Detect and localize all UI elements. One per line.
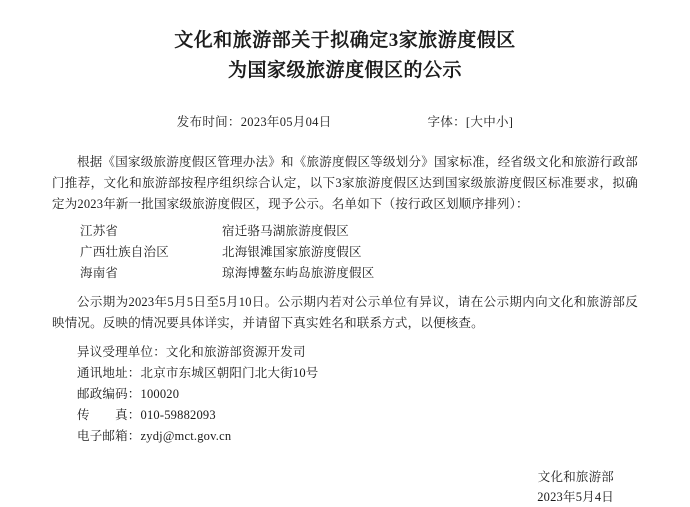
contact-email: 电子邮箱：zydj@mct.gov.cn — [77, 429, 232, 443]
list-item — [52, 221, 638, 242]
resort-name: 北海银滩国家旅游度假区 — [222, 245, 362, 259]
font-size-control[interactable]: 字体：[大中小] — [427, 115, 514, 129]
contact-fax: 传 真：010-59882093 — [77, 408, 216, 422]
signature-date: 2023年5月4日 — [537, 490, 614, 504]
province-name: 江苏省 — [80, 224, 119, 238]
publish-time: 发布时间：2023年05月04日 — [176, 115, 332, 129]
resort-list — [52, 221, 638, 284]
contact-address: 通讯地址：北京市东城区朝阳门北大街10号 — [77, 366, 319, 380]
resort-name: 琼海博鳌东屿岛旅游度假区 — [222, 266, 375, 280]
page-title — [52, 26, 638, 86]
paragraph-intro: 根据《国家级旅游度假区管理办法》和《旅游度假区等级划分》国家标准，经省级文化和旅游行政部门推荐，文化和旅游部按程序组织综合认定，以下3家旅游度假区达到国家级旅游度假区标准要求，拟确定为2023年新一批国家级旅游度假区，现予公示。名单如下（按行政区划顺序排列）： — [52, 155, 638, 211]
list-item — [52, 242, 638, 263]
document-body — [52, 152, 638, 507]
signer-name: 文化和旅游部 — [537, 470, 614, 484]
document-meta — [52, 112, 638, 130]
contact-postcode: 邮政编码：100020 — [77, 387, 180, 401]
province-name: 海南省 — [80, 266, 119, 280]
signature-block — [52, 467, 638, 507]
title-line-2: 为国家级旅游度假区的公示 — [227, 60, 462, 81]
contact-block — [52, 342, 638, 447]
contact-unit: 异议受理单位：文化和旅游部资源开发司 — [77, 345, 306, 359]
province-name: 广西壮族自治区 — [80, 245, 169, 259]
title-line-1: 文化和旅游部关于拟确定3家旅游度假区 — [174, 30, 516, 51]
list-item — [52, 263, 638, 284]
resort-name: 宿迁骆马湖旅游度假区 — [222, 224, 350, 238]
paragraph-notice: 公示期为2023年5月5日至5月10日。公示期内若对公示单位有异议，请在公示期内向文化和旅游部反映情况。反映的情况要具体详实，并请留下真实姓名和联系方式，以便核查。 — [52, 295, 638, 330]
